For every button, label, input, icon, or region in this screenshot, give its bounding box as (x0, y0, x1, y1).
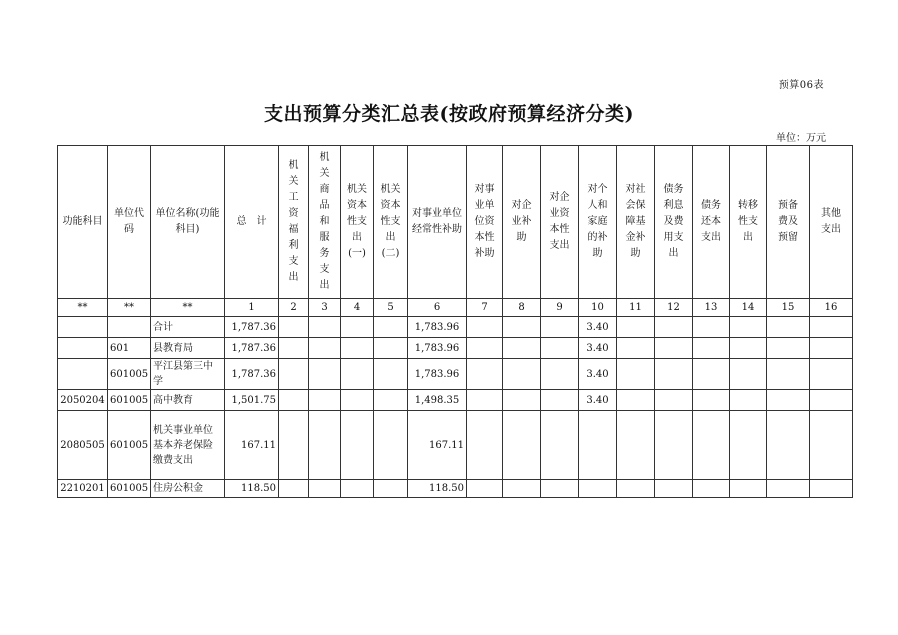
col-number: 2 (279, 299, 309, 317)
budget-table (57, 145, 853, 498)
cell-unit-code: 601005 (108, 411, 151, 480)
cell-individual (579, 480, 617, 498)
cell-unit-code (108, 317, 151, 338)
cell-function-code: 2210201 (58, 480, 108, 498)
cell-total: 1,787.36 (225, 359, 279, 390)
cell-unit-name: 合计 (151, 317, 225, 338)
col-number: 1 (225, 299, 279, 317)
col-number: 15 (767, 299, 810, 317)
cell-inst-regular: 167.11 (408, 411, 467, 480)
col-number: 10 (579, 299, 617, 317)
col-header-debt-principal: 债务还本支出 (693, 146, 730, 299)
col-number: 11 (617, 299, 655, 317)
cell-inst-regular: 1,783.96 (408, 338, 467, 359)
col-header-capital-2: 机关资本性支出(二) (374, 146, 408, 299)
col-number: 7 (467, 299, 503, 317)
col-number: 8 (503, 299, 541, 317)
cell-total: 167.11 (225, 411, 279, 480)
cell-individual (579, 411, 617, 480)
cell-unit-name: 机关事业单位基本养老保险缴费支出 (151, 411, 225, 480)
cell-function-code: 2050204 (58, 390, 108, 411)
col-header-enterprise-subsidy: 对企业补助 (503, 146, 541, 299)
cell-inst-regular: 118.50 (408, 480, 467, 498)
cell-unit-code: 601005 (108, 480, 151, 498)
cell-function-code (58, 359, 108, 390)
cell-function-code: 2080505 (58, 411, 108, 480)
col-number: 9 (541, 299, 579, 317)
table-row (58, 480, 853, 498)
col-header-transfer: 转移性支出 (730, 146, 767, 299)
cell-function-code (58, 338, 108, 359)
cell-individual: 3.40 (579, 317, 617, 338)
cell-unit-code: 601005 (108, 359, 151, 390)
col-number: ** (108, 299, 151, 317)
form-number: 预算06表 (778, 80, 824, 91)
page-title: 支出预算分类汇总表(按政府预算经济分类) (264, 103, 634, 125)
col-number: 12 (655, 299, 693, 317)
col-header-social-security: 对社会保障基金补助 (617, 146, 655, 299)
col-number: 13 (693, 299, 730, 317)
cell-inst-regular: 1,783.96 (408, 317, 467, 338)
cell-unit-name: 平江县第三中学 (151, 359, 225, 390)
col-number: ** (58, 299, 108, 317)
cell-unit-name: 县教育局 (151, 338, 225, 359)
col-header-unit-name: 单位名称(功能科目) (151, 146, 225, 299)
col-number: 5 (374, 299, 408, 317)
col-number: ** (151, 299, 225, 317)
table-row (58, 359, 853, 390)
cell-unit-code: 601 (108, 338, 151, 359)
col-header-inst-regular: 对事业单位经常性补助 (408, 146, 467, 299)
col-header-inst-capital: 对事业单位资本性补助 (467, 146, 503, 299)
table-row (58, 390, 853, 411)
col-header-capital-1: 机关资本性支出(一) (341, 146, 374, 299)
cell-inst-regular: 1,498.35 (408, 390, 467, 411)
col-number: 3 (309, 299, 341, 317)
cell-function-code (58, 317, 108, 338)
cell-individual: 3.40 (579, 390, 617, 411)
col-header-individual: 对个人和家庭的补助 (579, 146, 617, 299)
col-header-other: 其他支出 (810, 146, 853, 299)
cell-unit-name: 住房公积金 (151, 480, 225, 498)
col-header-wages: 机关工资福利支出 (279, 146, 309, 299)
col-header-goods-services: 机关商品和服务支出 (309, 146, 341, 299)
header-row (58, 146, 853, 299)
col-number: 6 (408, 299, 467, 317)
unit-label: 单位：万元 (776, 133, 826, 144)
col-number: 14 (730, 299, 767, 317)
table-row (58, 338, 853, 359)
cell-total: 1,501.75 (225, 390, 279, 411)
table-row (58, 317, 853, 338)
cell-unit-name: 高中教育 (151, 390, 225, 411)
cell-total: 1,787.36 (225, 317, 279, 338)
col-header-reserve: 预备费及预留 (767, 146, 810, 299)
col-header-total: 总 计 (225, 146, 279, 299)
col-header-enterprise-capital: 对企业资本性支出 (541, 146, 579, 299)
col-number: 4 (341, 299, 374, 317)
cell-total: 1,787.36 (225, 338, 279, 359)
col-header-unit-code: 单位代码 (108, 146, 151, 299)
cell-unit-code: 601005 (108, 390, 151, 411)
cell-inst-regular: 1,783.96 (408, 359, 467, 390)
column-number-row (58, 299, 853, 317)
cell-individual: 3.40 (579, 338, 617, 359)
cell-individual: 3.40 (579, 359, 617, 390)
cell-total: 118.50 (225, 480, 279, 498)
col-number: 16 (810, 299, 853, 317)
table-row (58, 411, 853, 480)
col-header-debt-interest: 债务利息及费用支出 (655, 146, 693, 299)
col-header-function: 功能科目 (58, 146, 108, 299)
